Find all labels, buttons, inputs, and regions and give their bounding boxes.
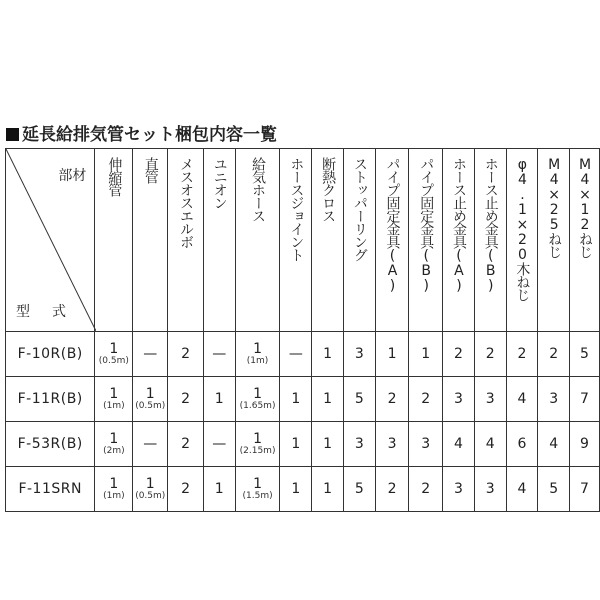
quantity-value: 1 [323, 391, 333, 407]
quantity-cell [95, 377, 133, 422]
column-header-label: メスオスエルボ [178, 157, 195, 248]
quantity-cell [443, 467, 475, 512]
quantity-value: 2 [387, 481, 397, 497]
quantity-value: 3 [549, 391, 559, 407]
column-header [409, 149, 443, 332]
quantity-value: 1 [387, 346, 397, 362]
quantity-value: 2 [454, 346, 463, 362]
column-header [312, 149, 344, 332]
quantity-cell [235, 377, 280, 422]
quantity-cell [133, 467, 168, 512]
quantity-value: 1 [323, 436, 333, 452]
quantity-value: 2 [421, 481, 431, 497]
column-header [570, 149, 600, 332]
quantity-value: 7 [580, 481, 589, 497]
model-cell: F-53R(B) [6, 422, 95, 467]
quantity-value: 4 [517, 391, 527, 407]
quantity-value: 2 [387, 391, 397, 407]
table-row [6, 332, 600, 377]
quantity-value: 1 [253, 386, 263, 402]
quantity-cell [538, 332, 570, 377]
model-label: 型式 [16, 304, 88, 320]
quantity-cell [343, 332, 375, 377]
column-header-label: パイプ固定金具(A) [384, 157, 401, 293]
quantity-value: 2 [421, 391, 431, 407]
length-note: (2m) [103, 446, 125, 456]
quantity-cell [570, 467, 600, 512]
quantity-cell [443, 332, 475, 377]
quantity-cell [95, 467, 133, 512]
quantity-cell [133, 332, 168, 377]
quantity-cell [95, 422, 133, 467]
model-cell: F-10R(B) [6, 332, 95, 377]
quantity-value: 6 [517, 436, 527, 452]
title-text: 延長給排気管セット梱包内容一覧 [22, 125, 277, 145]
quantity-cell [538, 467, 570, 512]
column-header [506, 149, 538, 332]
quantity-cell [203, 422, 235, 467]
column-header [203, 149, 235, 332]
quantity-cell [312, 467, 344, 512]
quantity-cell [343, 467, 375, 512]
square-bullet-icon [6, 128, 19, 141]
quantity-value: 2 [181, 346, 191, 362]
quantity-value: 1 [145, 476, 155, 492]
quantity-value: 1 [323, 346, 333, 362]
quantity-cell [506, 422, 538, 467]
quantity-cell [506, 377, 538, 422]
quantity-value: 3 [421, 436, 431, 452]
quantity-cell [312, 332, 344, 377]
quantity-cell [375, 332, 409, 377]
model-cell: F-11R(B) [6, 377, 95, 422]
column-header-label: ストッパーリング [351, 157, 368, 261]
quantity-cell [409, 467, 443, 512]
quantity-cell [203, 377, 235, 422]
quantity-value: 1 [291, 391, 301, 407]
quantity-cell [375, 467, 409, 512]
quantity-cell [474, 332, 506, 377]
quantity-cell [474, 377, 506, 422]
quantity-cell [235, 467, 280, 512]
quantity-cell [235, 332, 280, 377]
quantity-value: 2 [517, 346, 527, 362]
length-note: (1.65m) [239, 401, 276, 411]
column-header-label: ホース止め金具(B) [482, 157, 499, 293]
quantity-value: 3 [354, 436, 364, 452]
quantity-cell [312, 377, 344, 422]
quantity-cell [133, 422, 168, 467]
column-header-label: 伸縮管 [106, 157, 123, 196]
column-header [474, 149, 506, 332]
quantity-value: — [212, 346, 227, 362]
quantity-cell [506, 467, 538, 512]
quantity-cell [312, 422, 344, 467]
quantity-value: 2 [549, 346, 559, 362]
quantity-value: 5 [580, 346, 589, 362]
column-header [95, 149, 133, 332]
length-note: (1m) [103, 401, 125, 411]
quantity-cell [570, 422, 600, 467]
quantity-cell [570, 332, 600, 377]
column-header [375, 149, 409, 332]
column-header [133, 149, 168, 332]
column-header [168, 149, 204, 332]
quantity-value: 2 [181, 436, 191, 452]
quantity-value: 1 [109, 341, 119, 357]
length-note: (0.5m) [98, 356, 129, 366]
quantity-value: 1 [109, 386, 119, 402]
quantity-cell [203, 332, 235, 377]
quantity-value: 1 [253, 341, 263, 357]
quantity-value: 2 [485, 346, 495, 362]
quantity-cell [203, 467, 235, 512]
column-header [443, 149, 475, 332]
quantity-value: 5 [354, 391, 364, 407]
quantity-cell [538, 422, 570, 467]
quantity-cell [95, 332, 133, 377]
column-header-label: 断熱クロス [320, 157, 337, 222]
quantity-value: — [143, 346, 158, 362]
model-cell: F-11SRN [6, 467, 95, 512]
quantity-value: 2 [181, 481, 191, 497]
quantity-value: 1 [214, 481, 224, 497]
quantity-value: 1 [421, 346, 431, 362]
quantity-value: 5 [549, 481, 559, 497]
quantity-cell [409, 377, 443, 422]
quantity-value: 4 [549, 436, 559, 452]
quantity-cell [168, 377, 204, 422]
length-note: (2.15m) [239, 446, 276, 456]
column-header [235, 149, 280, 332]
quantity-value: — [288, 346, 303, 362]
quantity-value: 2 [181, 391, 191, 407]
quantity-value: 1 [291, 436, 301, 452]
parts-label: 部材 [58, 168, 87, 184]
quantity-value: 5 [354, 481, 364, 497]
quantity-cell [409, 332, 443, 377]
quantity-cell [570, 377, 600, 422]
quantity-value: 1 [214, 391, 224, 407]
quantity-value: 1 [253, 431, 263, 447]
quantity-value: 3 [454, 391, 463, 407]
column-header [343, 149, 375, 332]
quantity-cell [280, 332, 312, 377]
quantity-value: 9 [580, 436, 589, 452]
column-header-label: M4×25ねじ [546, 157, 563, 258]
quantity-value: 4 [517, 481, 527, 497]
table-row [6, 467, 600, 512]
corner-header-cell [6, 149, 95, 332]
column-header-label: 直管 [142, 157, 159, 183]
quantity-cell [343, 422, 375, 467]
length-note: (1m) [103, 491, 125, 501]
column-header-label: M4×12ねじ [577, 157, 594, 258]
quantity-cell [280, 377, 312, 422]
table-header-row [6, 149, 600, 332]
quantity-value: — [143, 436, 158, 452]
quantity-cell [443, 422, 475, 467]
length-note: (1.5m) [242, 491, 273, 501]
quantity-value: 4 [454, 436, 463, 452]
column-header [538, 149, 570, 332]
quantity-value: 1 [291, 481, 301, 497]
quantity-value: 7 [580, 391, 589, 407]
quantity-value: 4 [485, 436, 495, 452]
quantity-cell [280, 422, 312, 467]
column-header [280, 149, 312, 332]
quantity-cell [343, 377, 375, 422]
quantity-value: 3 [485, 391, 495, 407]
quantity-cell [375, 422, 409, 467]
column-header-label: ホース止め金具(A) [450, 157, 467, 293]
quantity-value: 1 [145, 386, 155, 402]
quantity-cell [168, 332, 204, 377]
column-header-label: ユニオン [211, 157, 228, 209]
quantity-cell [474, 422, 506, 467]
quantity-value: — [212, 436, 227, 452]
quantity-value: 1 [323, 481, 333, 497]
table-row [6, 377, 600, 422]
length-note: (0.5m) [135, 401, 166, 411]
quantity-value: 3 [454, 481, 463, 497]
quantity-value: 1 [109, 476, 119, 492]
quantity-value: 3 [354, 346, 364, 362]
quantity-value: 3 [387, 436, 397, 452]
length-note: (0.5m) [135, 491, 166, 501]
quantity-cell [280, 467, 312, 512]
page-title [6, 120, 277, 145]
column-header-label: φ4.1×20木ねじ [514, 157, 531, 301]
quantity-cell [375, 377, 409, 422]
column-header-label: パイプ固定金具(B) [418, 157, 435, 293]
quantity-cell [235, 422, 280, 467]
quantity-cell [474, 467, 506, 512]
quantity-value: 1 [109, 431, 119, 447]
table-row [6, 422, 600, 467]
quantity-cell [443, 377, 475, 422]
quantity-cell [538, 377, 570, 422]
quantity-value: 3 [485, 481, 495, 497]
packing-contents-table [5, 148, 600, 512]
length-note: (1m) [246, 356, 269, 366]
quantity-cell [409, 422, 443, 467]
quantity-cell [133, 377, 168, 422]
column-header-label: 給気ホース [250, 157, 267, 222]
quantity-cell [168, 467, 204, 512]
column-header-label: ホースジョイント [288, 157, 305, 261]
quantity-value: 1 [253, 476, 263, 492]
quantity-cell [168, 422, 204, 467]
quantity-cell [506, 332, 538, 377]
